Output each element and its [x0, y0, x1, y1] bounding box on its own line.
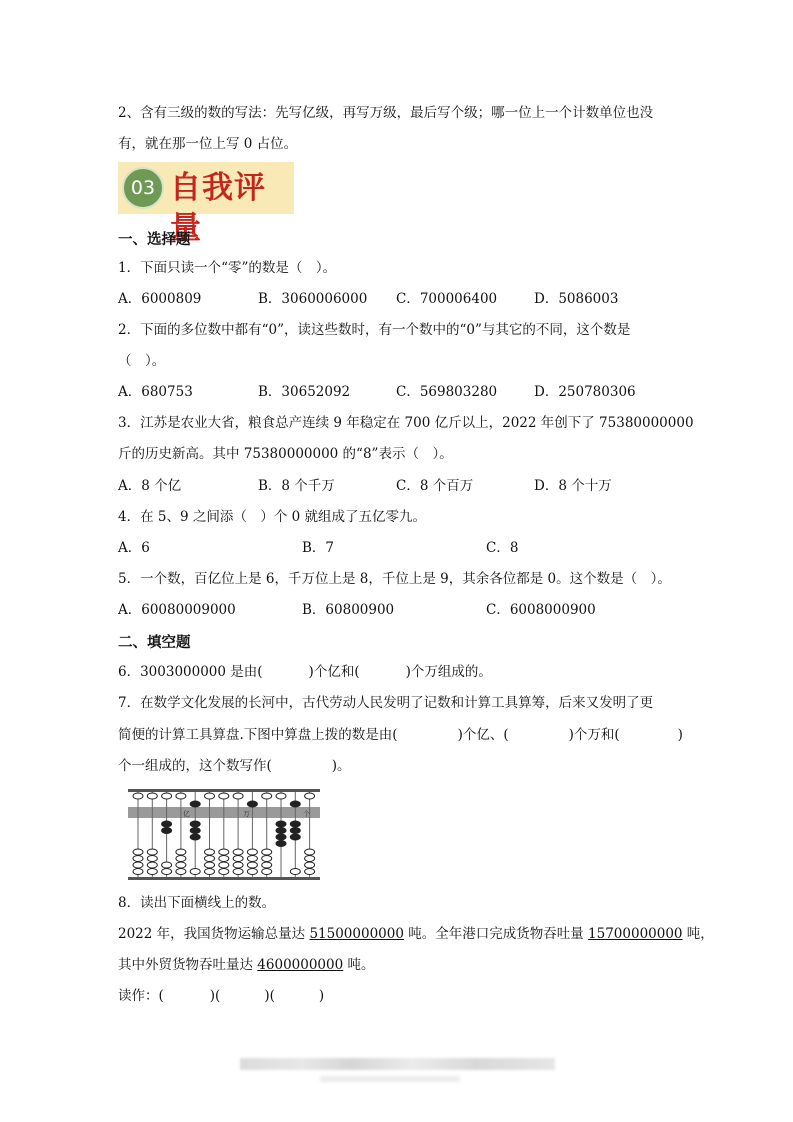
question-5-options [118, 600, 678, 620]
abacus-lower-bead [162, 862, 172, 868]
section-banner-title: 自我评量 [170, 170, 266, 246]
question-8-number-2: 15700000000 [588, 926, 683, 942]
question-8-read-sep-1: )( [209, 988, 221, 1004]
abacus-lower-bead [276, 821, 286, 827]
abacus-lower-bead [133, 869, 143, 875]
question-7-line-1: 7．在数学文化发展的长河中，古代劳动人民发明了记数和计算工具算筹，后来又发明了更 [118, 695, 654, 711]
abacus-lower-bead [176, 849, 186, 855]
abacus-lower-bead [205, 869, 215, 875]
abacus-lower-bead [233, 862, 243, 868]
question-3-stem-1: 3．江苏是农业大省，粮食总产连续 9 年稳定在 700 亿斤以上，2022 年创下了 75380000000 [118, 415, 694, 431]
abacus-lower-bead [233, 869, 243, 875]
question-4-option-b[interactable]: B．7 [302, 540, 335, 556]
section-choice-title: 一、选择题 [118, 232, 191, 248]
footer-watermark-2 [320, 1076, 460, 1082]
question-7-text-c: )个万和( [568, 727, 620, 743]
abacus-lower-bead [205, 849, 215, 855]
question-8-text-e: 吨。 [343, 957, 375, 973]
question-4-options [118, 538, 678, 558]
question-8-read-sep-2: )( [264, 988, 275, 1004]
question-1-option-b[interactable]: B．3060006000 [258, 291, 368, 307]
abacus-lower-bead [247, 862, 257, 868]
question-5-stem: 5．一个数，百亿位上是 6，千万位上是 8，千位上是 9，其余各位都是 0。这个数是（ ）。 [118, 571, 671, 587]
question-6-text-c: )个万组成的。 [405, 664, 492, 680]
abacus-top-frame [128, 789, 320, 792]
question-2-option-c[interactable]: C．569803280 [396, 384, 498, 400]
abacus-upper-bead [305, 793, 315, 799]
abacus-lower-bead [219, 862, 229, 868]
question-8-text-c: 吨， [682, 926, 714, 942]
question-2-options [118, 382, 678, 402]
section-number-badge: 03 [122, 167, 164, 209]
abacus-lower-bead [147, 862, 157, 868]
abacus-upper-bead [205, 793, 215, 799]
question-8-stem: 8．读出下面横线上的数。 [118, 895, 276, 911]
abacus-lower-bead [276, 841, 286, 847]
abacus-label-wan: 万 [243, 810, 250, 818]
question-8-read-end: ) [318, 988, 325, 1004]
abacus-lower-bead [305, 856, 315, 862]
question-7-text-a: 简便的计算工具算盘.下图中算盘上拨的数是由( [118, 727, 398, 743]
abacus-lower-bead [219, 869, 229, 875]
abacus-lower-bead [290, 834, 300, 840]
question-3-option-b[interactable]: B．8 个千万 [258, 478, 335, 494]
question-7-line-2 [118, 725, 683, 745]
abacus-upper-bead [290, 801, 300, 807]
question-8-line-2 [118, 955, 375, 975]
question-8-read-line [118, 986, 324, 1006]
question-1-stem: 1．下面只读一个“零”的数是（ ）。 [118, 260, 337, 276]
question-6-text-a: 6．3003000000 是由( [118, 664, 263, 680]
question-7-text-e: 个一组成的，这个数写作( [118, 758, 272, 774]
abacus-upper-bead [133, 793, 143, 799]
question-8-read-label: 读作：( [118, 988, 164, 1004]
abacus-upper-bead [190, 801, 200, 807]
question-7-text-d: ) [677, 727, 683, 743]
abacus-lower-bead [176, 856, 186, 862]
abacus-lower-bead [176, 869, 186, 875]
question-2-option-b[interactable]: B．30652092 [258, 384, 351, 400]
question-2-option-d[interactable]: D．250780306 [534, 384, 636, 400]
abacus-lower-bead [162, 869, 172, 875]
question-8-text-b: 吨。全年港口完成货物吞吐量 [403, 926, 589, 942]
question-3-option-d[interactable]: D．8 个十万 [534, 478, 612, 494]
abacus-lower-bead [190, 834, 200, 840]
abacus-upper-bead [176, 793, 186, 799]
question-5-option-a[interactable]: A．60080009000 [118, 602, 236, 618]
abacus-upper-bead [233, 793, 243, 799]
abacus-figure [126, 787, 322, 883]
abacus-upper-bead [262, 793, 272, 799]
abacus-lower-bead [233, 849, 243, 855]
abacus-lower-bead [262, 862, 272, 868]
section-fill-title: 二、填空题 [118, 635, 191, 651]
question-3-options [118, 476, 678, 496]
abacus-lower-bead [247, 849, 257, 855]
question-1-option-a[interactable]: A．6000809 [118, 291, 202, 307]
question-8-text-d: 其中外贸货物吞吐量达 [118, 957, 258, 973]
abacus-lower-bead [219, 849, 229, 855]
abacus-upper-bead [276, 793, 286, 799]
abacus-lower-bead [205, 862, 215, 868]
question-4-option-c[interactable]: C．8 [486, 540, 519, 556]
question-7-text-f: )。 [331, 758, 351, 774]
abacus-lower-bead [147, 869, 157, 875]
question-8-number-3: 4600000000 [257, 957, 344, 973]
abacus-lower-bead [176, 862, 186, 868]
question-6 [118, 662, 492, 682]
question-7-line-3 [118, 756, 351, 776]
abacus-lower-bead [133, 856, 143, 862]
intro-line-1: 2、含有三级的数的写法：先写亿级，再写万级，最后写个级；哪一位上一个计数单位也没 [118, 105, 654, 121]
abacus-lower-bead [190, 828, 200, 834]
abacus-lower-bead [290, 821, 300, 827]
question-3-option-c[interactable]: C．8 个百万 [396, 478, 474, 494]
question-3-stem-2: 斤的历史新高。其中 75380000000 的“8”表示（ ）。 [118, 446, 453, 462]
question-8-text-a: 2022 年，我国货物运输总量达 [118, 926, 310, 942]
question-4-stem: 4．在 5、9 之间添（ ）个 0 就组成了五亿零九。 [118, 509, 427, 525]
abacus-label-yi: 亿 [183, 810, 190, 818]
question-5-option-c[interactable]: C．6008000900 [486, 602, 596, 618]
question-8-number-1: 51500000000 [309, 926, 404, 942]
question-2-stem-2: （ ）。 [118, 353, 166, 369]
abacus-upper-bead [162, 793, 172, 799]
abacus-lower-bead [233, 856, 243, 862]
abacus-lower-bead [247, 856, 257, 862]
abacus-lower-bead [219, 856, 229, 862]
abacus-lower-bead [290, 828, 300, 834]
abacus-lower-bead [276, 834, 286, 840]
abacus-upper-bead [219, 793, 229, 799]
abacus-label-ge: 个 [303, 810, 310, 818]
abacus-lower-bead [262, 856, 272, 862]
question-1-options [118, 289, 678, 309]
abacus-lower-bead [290, 869, 300, 875]
abacus-lower-bead [190, 821, 200, 827]
abacus-lower-bead [205, 856, 215, 862]
abacus-lower-bead [190, 869, 200, 875]
abacus-bottom-frame [128, 877, 320, 880]
abacus-lower-bead [276, 828, 286, 834]
question-3-option-a[interactable]: A．8 个亿 [118, 478, 182, 494]
abacus-lower-bead [305, 849, 315, 855]
footer-watermark [240, 1058, 555, 1070]
abacus-lower-bead [262, 849, 272, 855]
question-5-option-b[interactable]: B．60800900 [302, 602, 395, 618]
abacus-lower-bead [162, 821, 172, 827]
abacus-lower-bead [162, 828, 172, 834]
question-1-option-d[interactable]: D．5086003 [534, 291, 619, 307]
question-1-option-c[interactable]: C．700006400 [396, 291, 498, 307]
abacus-lower-bead [305, 862, 315, 868]
abacus-upper-bead [247, 801, 257, 807]
abacus-lower-bead [147, 856, 157, 862]
question-2-stem-1: 2．下面的多位数中都有“0”，读这些数时，有一个数中的“0”与其它的不同，这个数是 [118, 322, 631, 338]
abacus-lower-bead [133, 849, 143, 855]
question-4-option-a[interactable]: A．6 [118, 540, 150, 556]
abacus-lower-bead [133, 862, 143, 868]
intro-line-2: 有，就在那一位上写 0 占位。 [118, 136, 298, 152]
abacus-lower-bead [262, 869, 272, 875]
abacus-lower-bead [147, 849, 157, 855]
abacus-lower-bead [247, 869, 257, 875]
question-8-line-1 [118, 924, 714, 944]
abacus-upper-bead [147, 793, 157, 799]
question-6-text-b: )个亿和( [308, 664, 360, 680]
abacus-lower-bead [305, 869, 315, 875]
question-7-text-b: )个亿、( [457, 727, 509, 743]
question-2-option-a[interactable]: A．680753 [118, 384, 193, 400]
